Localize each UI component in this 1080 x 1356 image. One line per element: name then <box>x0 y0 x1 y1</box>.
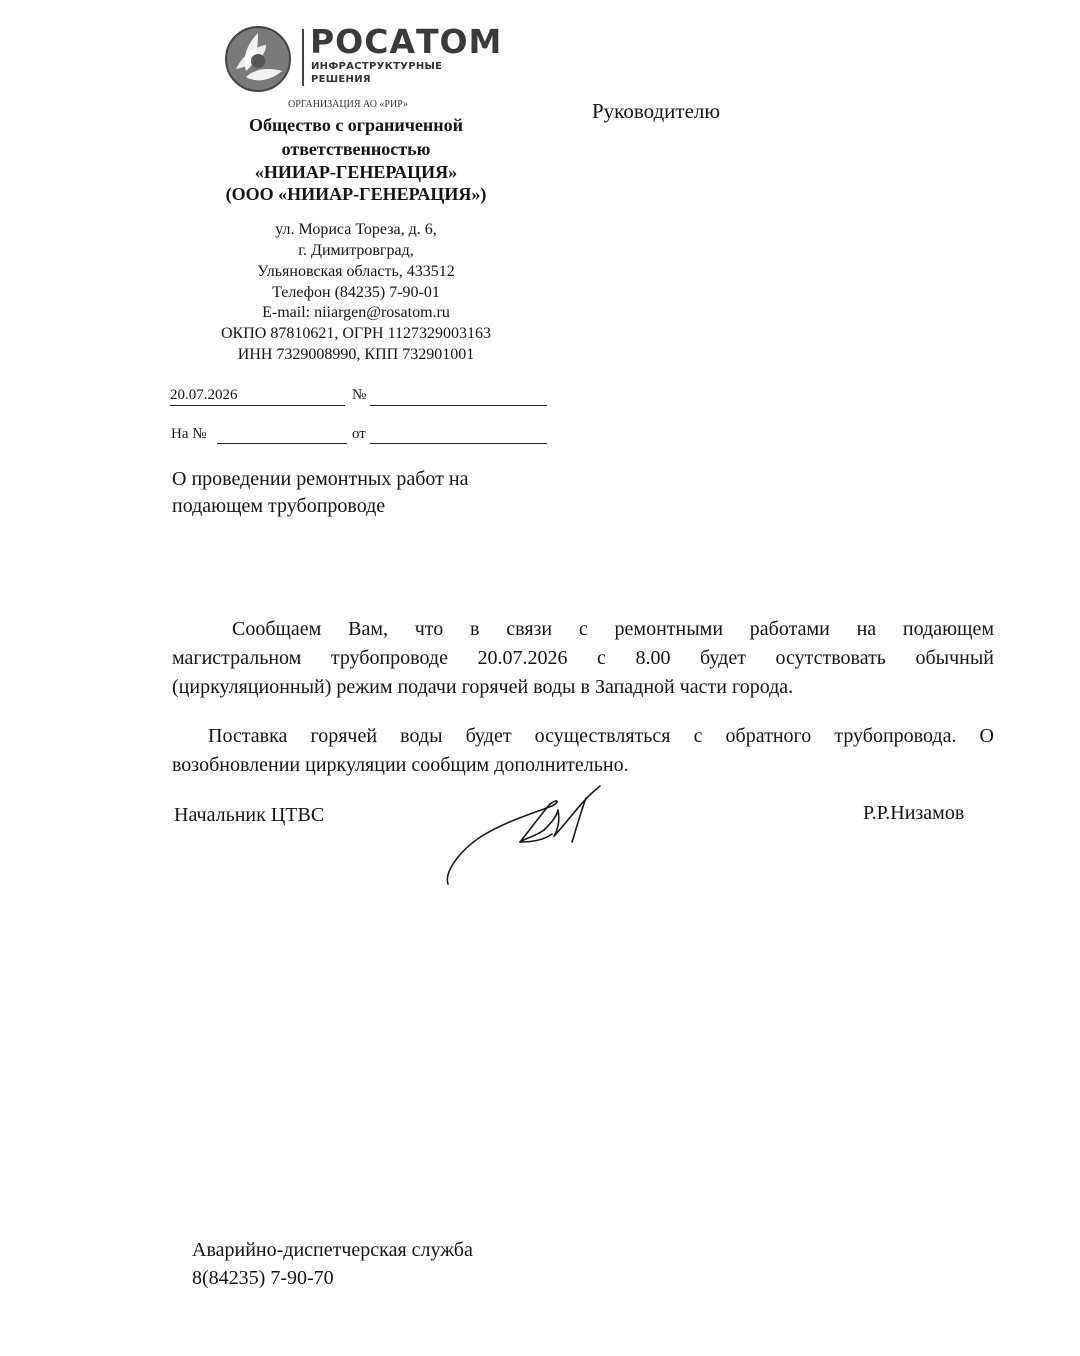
letter-date: 20.07.2026 <box>170 387 238 403</box>
logo-separator <box>302 29 304 86</box>
org-name-line-4: (ООО «НИИАР-ГЕНЕРАЦИЯ») <box>225 184 487 204</box>
handwritten-signature <box>440 780 620 890</box>
org-inn-kpp: ИНН 7329008990, КПП 732901001 <box>237 346 475 363</box>
recipient: Руководителю <box>592 99 721 123</box>
body-paragraph-1 <box>172 615 994 702</box>
org-name-line-3: «НИИАР-ГЕНЕРАЦИЯ» <box>254 162 458 182</box>
from-label: от <box>352 426 366 442</box>
emergency-service-label: Аварийно-диспетчерская служба <box>192 1239 473 1261</box>
signer-position: Начальник ЦТВС <box>174 804 325 826</box>
address-street: ул. Мориса Тореза, д. 6, <box>275 221 437 238</box>
subject-line-2: подающем трубопроводе <box>172 495 386 517</box>
logo-name: РОСАТОМ <box>310 22 503 61</box>
in-reply-number-label: На № <box>171 426 207 442</box>
body-paragraph-2 <box>172 722 994 780</box>
number-underline <box>370 387 547 406</box>
body-p1-line-1: Сообщаем Вам, что в связи с ремонтными работами на подающем <box>232 618 994 640</box>
org-email: E-mail: niiargen@rosatom.ru <box>262 304 450 321</box>
org-name-line-1: Общество с ограниченной <box>248 115 463 135</box>
letter-subject <box>172 466 572 520</box>
number-label: № <box>352 387 367 403</box>
body-p1-line-3: (циркуляционный) режим подачи горячей воды в Западной части города. <box>172 676 794 698</box>
subject-line-1: О проведении ремонтных работ на <box>172 468 469 490</box>
in-reply-number-underline <box>217 425 347 444</box>
logo-subtitle <box>311 60 442 86</box>
from-date-underline <box>370 425 547 444</box>
emergency-service-phone: 8(84235) 7-90-70 <box>192 1267 334 1289</box>
body-p2-line-2: возобновлении циркуляции сообщим дополнительно. <box>172 754 629 776</box>
logo-subtitle-line1: ИНФРАСТРУКТУРНЫЕ <box>311 61 443 72</box>
org-name-line-2: ответственностью <box>281 139 431 159</box>
body-p2-line-1: Поставка горячей воды будет осуществляться с обратного трубопровода. О <box>208 725 994 747</box>
parent-organization: ОРГАНИЗАЦИЯ АО «РИР» <box>288 99 409 110</box>
body-p1-line-2: магистральном трубопроводе 20.07.2026 с 8.00 будет осутствовать обычный <box>172 647 994 669</box>
org-okpo-ogrn: ОКПО 87810621, ОГРН 1127329003163 <box>221 325 491 342</box>
signer-name: Р.Р.Низамов <box>863 802 965 824</box>
address-region: Ульяновская область, 433512 <box>257 263 455 280</box>
rosatom-logo-emblem-icon <box>224 25 292 93</box>
logo-subtitle-line2: РЕШЕНИЯ <box>311 74 371 85</box>
address-city: г. Димитровград, <box>298 242 414 259</box>
org-phone: Телефон (84235) 7-90-01 <box>272 284 440 301</box>
